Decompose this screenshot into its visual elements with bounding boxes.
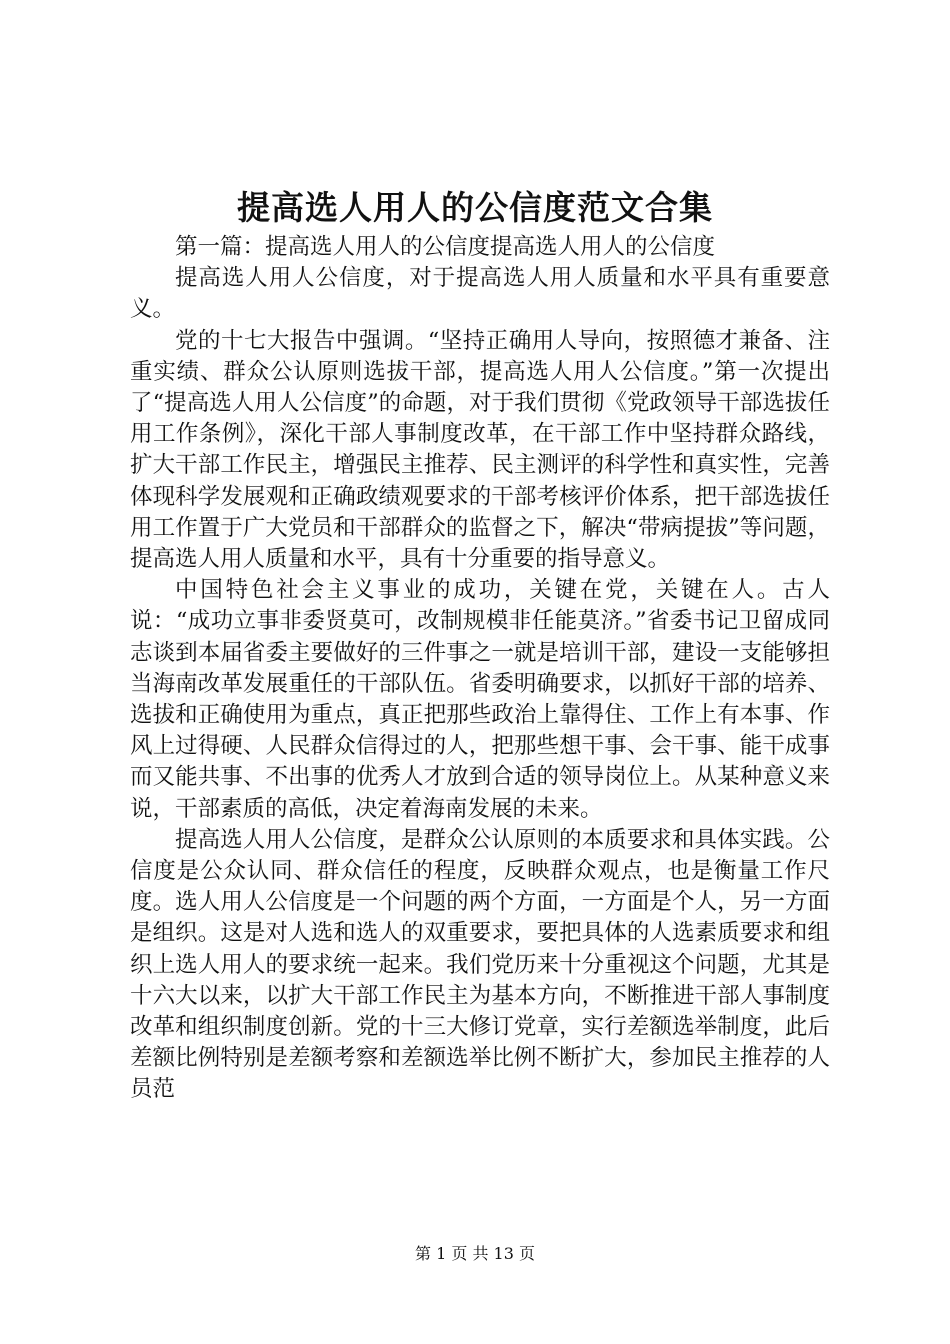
page-number-label: 第 1 页 共 13 页 bbox=[415, 1244, 535, 1263]
body-paragraph: 提高选人用人公信度，是群众公认原则的本质要求和具体实践。公信度是公众认同、群众信任的程度，反映群众观点，也是衡量工作尺度。选人用人公信度是一个问题的两个方面，一方面是个人，另一方面是组织。这是对人选和选人的双重要求，要把具体的人选素质要求和组织上选人用人的要求统一起来。我们党历来十分重视这个问题，尤其是十六大以来，以扩大干部工作民主为基本方向，不断推进干部人事制度改革和组织制度创新。党的十三大修订党章，实行差额选举制度，此后差额比例特别是差额考察和差额选举比例不断扩大，参加民主推荐的人员范 bbox=[130, 826, 830, 1103]
page-footer bbox=[0, 1242, 950, 1266]
body-paragraph: 中国特色社会主义事业的成功，关键在党，关键在人。古人说：“成功立事非委贤莫可，改制规模非任能莫济。”省委书记卫留成同志谈到本届省委主要做好的三件事之一就是培训干部，建设一支能够担当海南改革发展重任的干部队伍。省委明确要求，以抓好干部的培养、选拔和正确使用为重点，真正把那些政治上靠得住、工作上有本事、作风上过得硬、人民群众信得过的人，把那些想干事、会干事、能干成事而又能共事、不出事的优秀人才放到合适的领导岗位上。从某种意义来说，干部素质的高低，决定着海南发展的未来。 bbox=[130, 577, 830, 822]
section-heading-paragraph: 第一篇：提高选人用人的公信度提高选人用人的公信度 bbox=[175, 234, 716, 260]
body-paragraph: 提高选人用人公信度，对于提高选人用人质量和水平具有重要意义。 bbox=[130, 265, 830, 323]
document-body bbox=[130, 232, 830, 1106]
body-paragraph: 党的十七大报告中强调。“坚持正确用人导向，按照德才兼备、注重实绩、群众公认原则选拔干部，提高选人用人公信度。”第一次提出了“提高选人用人公信度”的命题，对于我们贯彻《党政领导干部选拔任用工作条例》，深化干部人事制度改革，在干部工作中坚持群众路线，扩大干部工作民主，增强民主推荐、民主测评的科学性和真实性，完善体现科学发展观和正确政绩观要求的干部考核评价体系，把干部选拔任用工作置于广大党员和干部群众的监督之下，解决“带病提拔”等问题，提高选人用人质量和水平，具有十分重要的指导意义。 bbox=[130, 327, 830, 573]
document-title: 提高选人用人的公信度范文合集 bbox=[237, 188, 713, 227]
